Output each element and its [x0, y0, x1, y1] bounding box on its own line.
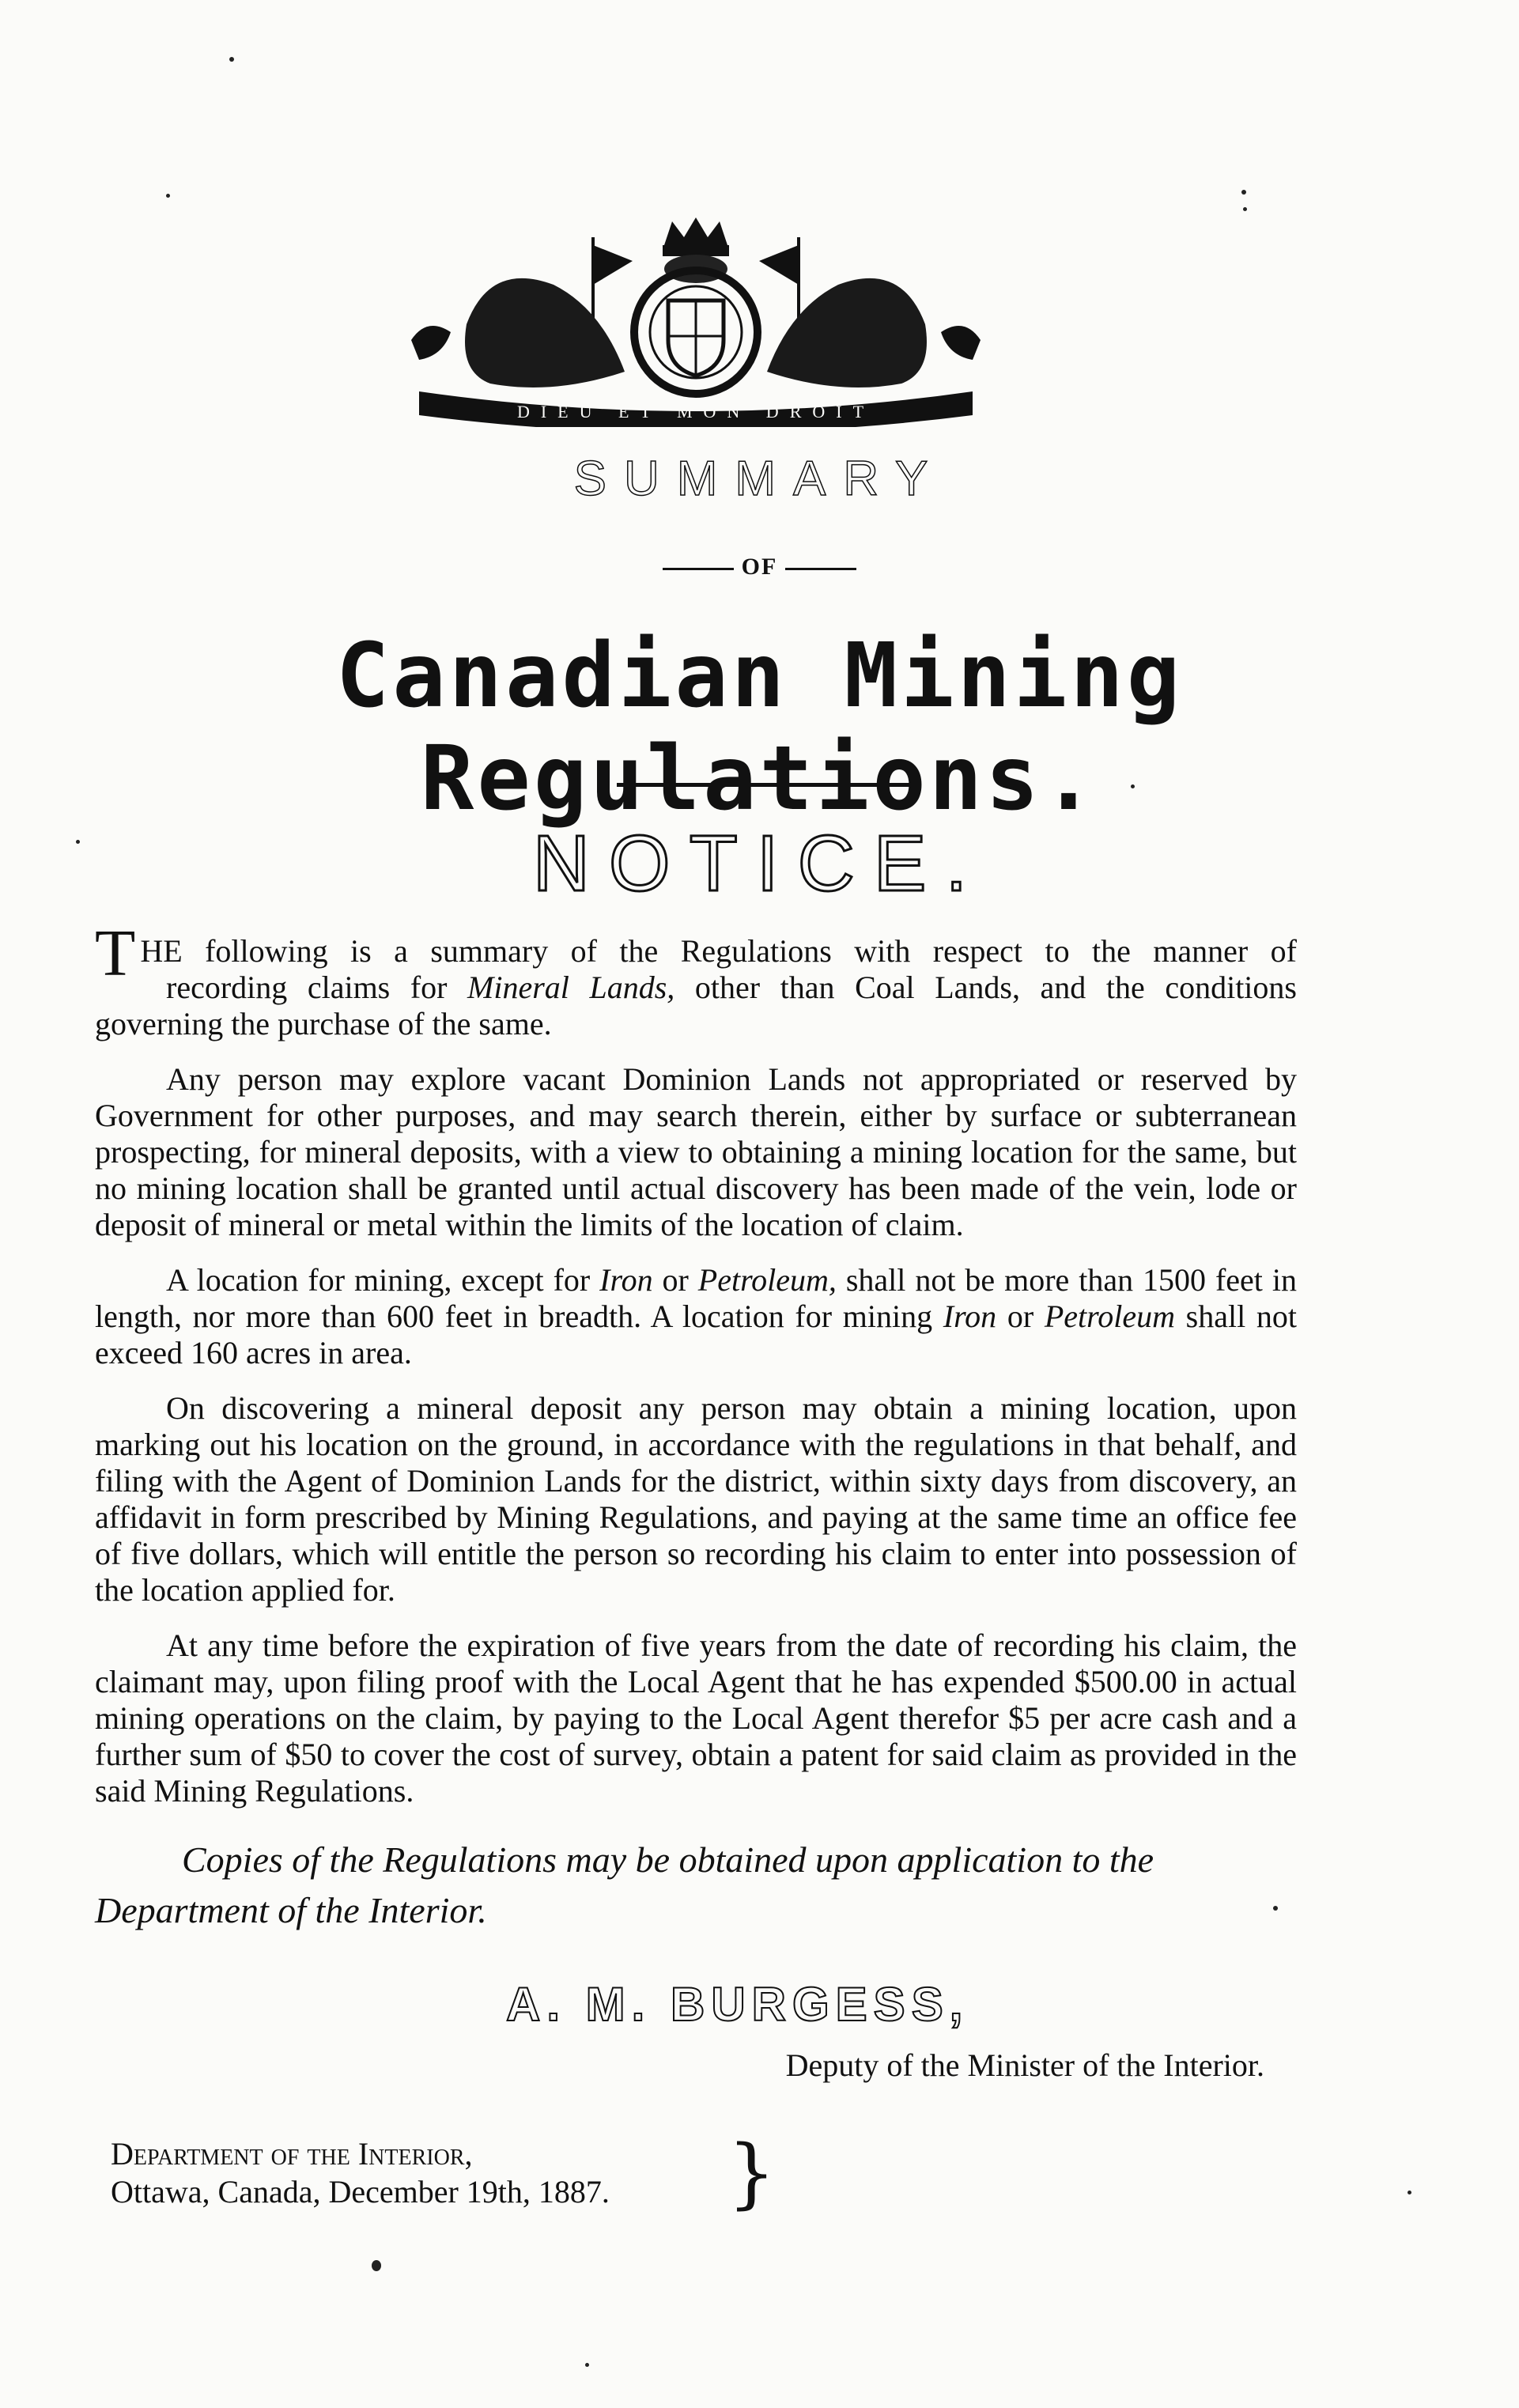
department-block	[111, 2135, 610, 2211]
loc-i1: Iron	[599, 1262, 653, 1298]
brace: }	[727, 2129, 777, 2217]
speck	[166, 194, 170, 198]
department-line: Department of the Interior,	[111, 2136, 473, 2172]
closing-note: Copies of the Regulations may be obtained upon application to the Department of the Interior.	[95, 1839, 1154, 1930]
page-title: Canadian Mining Regulations.	[335, 625, 1184, 830]
paragraph-location	[95, 1262, 1297, 1371]
intro-rest	[95, 970, 1297, 1041]
of-line	[0, 554, 1519, 580]
title-divider	[617, 783, 917, 787]
paragraph-patent: At any time before the expiration of five years from the date of recording his claim, the claimant may, upon filing proof with the Local Agent that he has expended $500.00 in actual mining operations on the claim, by paying to the Local Agent therefor $5 per acre cash and a further sum of $50 to cover the cost of survey, obtain a patent for said claim as provided in the said Mining Regulations.	[95, 1627, 1297, 1809]
intro-text-a: recording claims for	[166, 970, 468, 1005]
speck	[1243, 207, 1247, 211]
speck	[229, 57, 234, 62]
paragraph-discovery: On discovering a mineral deposit any person may obtain a mining location, upon marking out his location on the ground, in accordance with the regulations in that behalf, and filing with the Agent of Dominion Lands for the district, within sixty days from discovery, an affidavit in form prescribed by Mining Regulations, and paying at the same time an office fee of five dollars, which will entitle the person so recording his claim to enter into possession of the location applied for.	[95, 1390, 1297, 1608]
intro-line1: HE following is a summary of the Regulations with respect to the manner of	[140, 933, 1297, 969]
date-line: Ottawa, Canada, December 19th, 1887.	[111, 2174, 610, 2210]
notice-heading: NOTICE.	[532, 819, 987, 908]
loc-i3: Iron	[943, 1299, 997, 1334]
of-dash-left	[663, 568, 734, 570]
loc-t3: shall not be more than 1500 feet in length, nor more than 600 feet in breadth. A location for mining	[95, 1262, 1297, 1334]
loc-t1: A location for mining, except for	[166, 1262, 600, 1298]
loc-i2: Petroleum,	[697, 1262, 837, 1298]
speck	[585, 2363, 589, 2367]
loc-i4: Petroleum	[1044, 1299, 1175, 1334]
loc-t4: or	[996, 1299, 1045, 1334]
loc-t5: shall not exceed 160 acres in area.	[95, 1299, 1297, 1370]
intro-italic: Mineral Lands,	[467, 970, 675, 1005]
coat-of-arms-icon	[395, 214, 996, 427]
speck	[1273, 1906, 1278, 1911]
speck	[372, 2260, 381, 2271]
speck	[1131, 784, 1135, 788]
of-dash-right	[785, 568, 856, 570]
motto-text: DIEU ET MON DROIT	[516, 402, 875, 421]
intro-text-b: other than Coal Lands, and the conditions governing the purchase of the same.	[95, 970, 1297, 1041]
notice-body	[95, 917, 1297, 1828]
paragraph-intro	[95, 917, 1297, 1042]
dropcap: T	[95, 917, 136, 990]
signer-name: A. M. BURGESS,	[506, 1978, 969, 2031]
speck	[1408, 2191, 1411, 2194]
speck	[76, 840, 80, 844]
paragraph-explore: Any person may explore vacant Dominion Lands not appropriated or reserved by Government for other purposes, and may search therein, either by surface or subterranean prospecting, for mineral deposits, with a view to obtaining a mining location for the same, but no mining location shall be granted until actual discovery has been made of the vein, lode or deposit of mineral or metal within the limits of the location of claim.	[95, 1061, 1297, 1242]
loc-t2: or	[652, 1262, 698, 1298]
of-word: OF	[741, 554, 778, 580]
speck	[1241, 190, 1246, 195]
summary-heading: SUMMARY	[573, 452, 946, 506]
signer-title: Deputy of the Minister of the Interior.	[785, 2047, 1264, 2083]
